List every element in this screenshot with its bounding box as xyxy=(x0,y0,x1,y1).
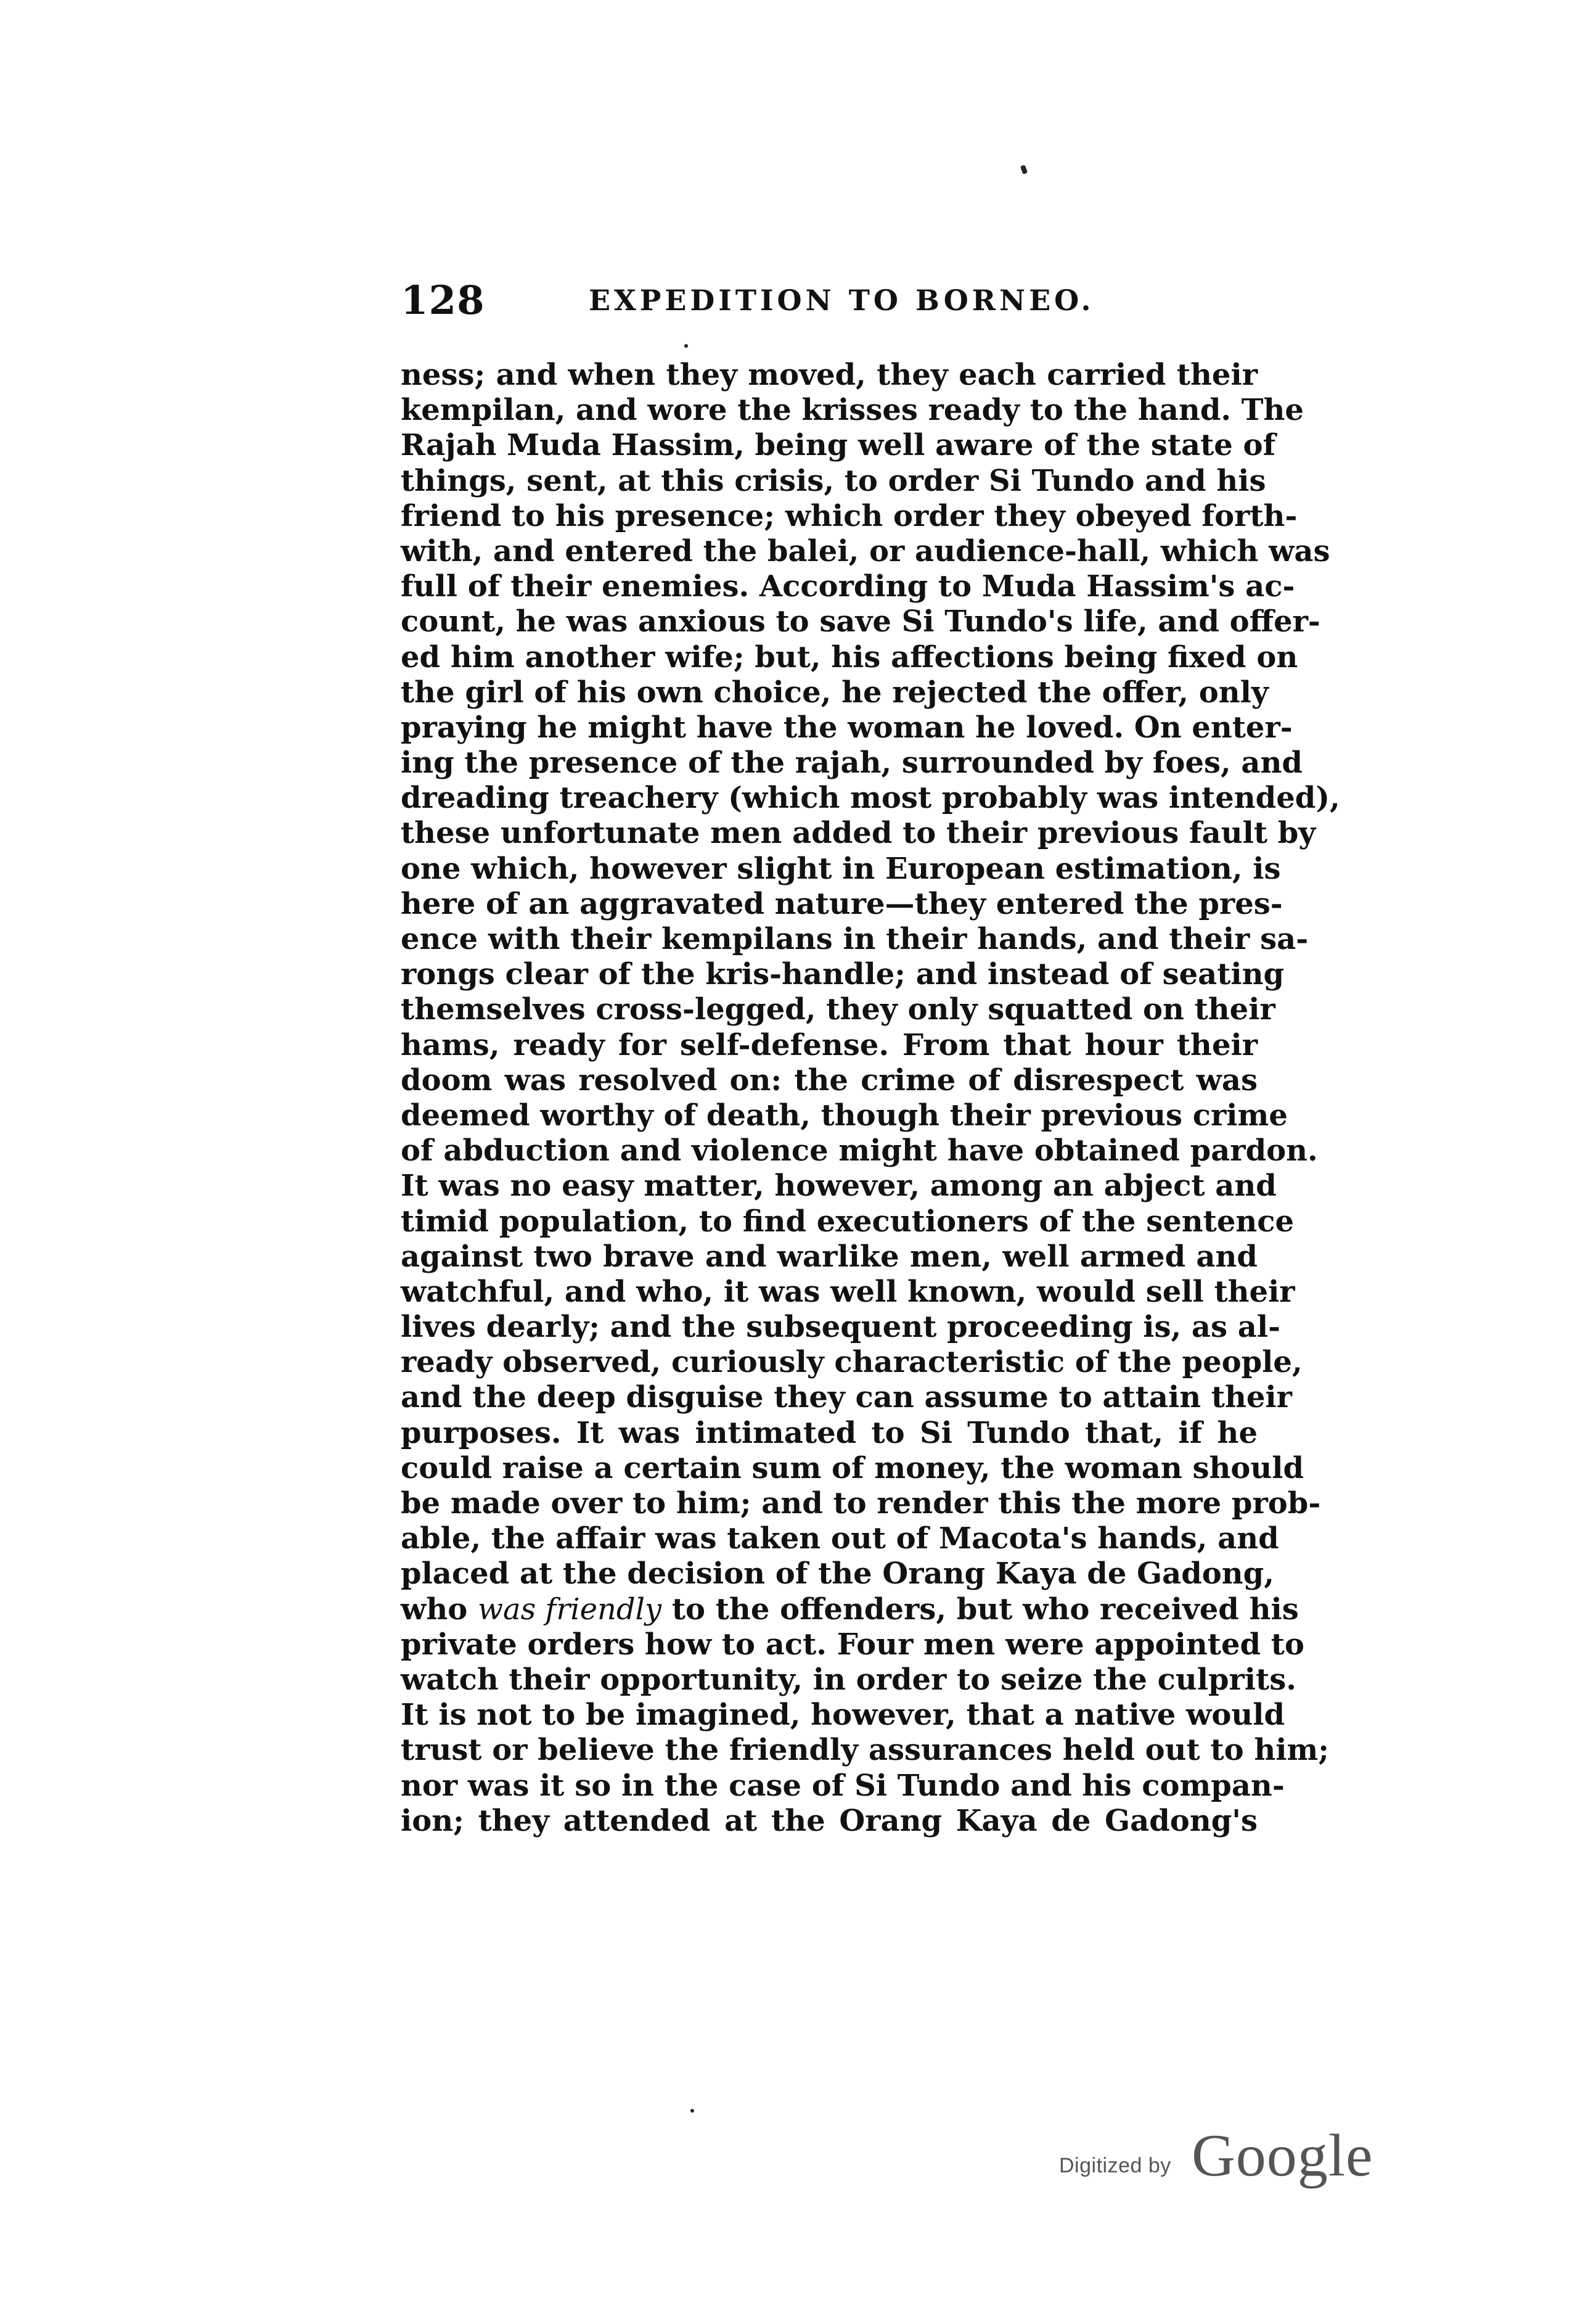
italic-line-prefix: who xyxy=(401,1592,478,1627)
text-line: with, and entered the balei, or audience-hall, which was xyxy=(401,533,1330,569)
text-line: ion; they attended at the Orang Kaya de Gadong's xyxy=(401,1803,1258,1838)
text-line: watchful, and who, it was well known, would sell their xyxy=(401,1274,1295,1309)
text-line: ness; and when they moved, they each carried their xyxy=(401,358,1258,392)
page-number: 128 xyxy=(401,277,485,324)
body-text xyxy=(401,358,1340,1839)
watermark-digitized-by: Digitized by xyxy=(1059,2154,1171,2177)
text-line: could raise a certain sum of money, the woman should xyxy=(401,1450,1304,1485)
ink-dot xyxy=(684,344,688,348)
text-line: purposes. It was intimated to Si Tundo that, if he xyxy=(401,1415,1258,1450)
text-line: praying he might have the woman he loved. On enter- xyxy=(401,710,1293,745)
text-line: ed him another wife; but, his affections being fixed on xyxy=(401,639,1298,675)
ink-dot xyxy=(690,2109,694,2113)
text-line: the girl of his own choice, he rejected the offer, only xyxy=(401,675,1269,710)
text-line: hams, ready for self-defense. From that hour their xyxy=(401,1027,1258,1062)
text-line-with-italic xyxy=(401,1592,1299,1627)
digitized-by-google-watermark xyxy=(1059,2121,1380,2195)
text-line: ready observed, curiously characteristic of the people, xyxy=(401,1345,1303,1380)
text-line: here of an aggravated nature—they entered the pres- xyxy=(401,886,1283,921)
text-line: ence with their kempilans in their hands, and their sa- xyxy=(401,922,1309,956)
text-line: rongs clear of the kris-handle; and instead of seating xyxy=(401,957,1285,992)
text-line: placed at the decision of the Orang Kaya de Gadong, xyxy=(401,1556,1274,1592)
text-line: things, sent, at this crisis, to order Si Tundo and his xyxy=(401,463,1266,498)
text-line: deemed worthy of death, though their previous crime xyxy=(401,1098,1288,1133)
text-line: these unfortunate men added to their previous fault by xyxy=(401,816,1316,851)
text-line: private orders how to act. Four men were appointed to xyxy=(401,1627,1304,1662)
text-line: dreading treachery (which most probably was intended), xyxy=(401,781,1340,816)
text-line: trust or believe the friendly assurances held out to him; xyxy=(401,1733,1329,1768)
text-line: themselves cross-legged, they only squatted on their xyxy=(401,992,1275,1027)
text-line: doom was resolved on: the crime of disrespect was xyxy=(401,1062,1258,1098)
text-line: full of their enemies. According to Muda Hassim's ac- xyxy=(401,569,1295,604)
text-line: nor was it so in the case of Si Tundo and his compan- xyxy=(401,1768,1285,1803)
text-line: one which, however slight in European estimation, is xyxy=(401,851,1281,886)
ink-speck xyxy=(1020,165,1028,175)
text-line: It was no easy matter, however, among an abject and xyxy=(401,1169,1277,1204)
text-line: kempilan, and wore the krisses ready to the hand. The xyxy=(401,393,1304,428)
text-line: and the deep disguise they can assume to attain their xyxy=(401,1380,1292,1415)
text-line: friend to his presence; which order they obeyed forth- xyxy=(401,498,1298,533)
text-line: count, he was anxious to save Si Tundo's life, and offer- xyxy=(401,604,1320,639)
text-line: be made over to him; and to render this the more prob- xyxy=(401,1486,1321,1521)
google-logo: Google xyxy=(1192,2122,1373,2189)
italic-phrase: was friendly xyxy=(477,1592,662,1627)
text-line: able, the affair was taken out of Macota's hands, and xyxy=(401,1521,1279,1556)
text-line: against two brave and warlike men, well armed and xyxy=(401,1239,1258,1274)
text-line: timid population, to find executioners of the sentence xyxy=(401,1204,1295,1239)
text-line: Rajah Muda Hassim, being well aware of the state of xyxy=(401,428,1276,463)
text-line: of abduction and violence might have obtained pardon. xyxy=(401,1133,1318,1169)
text-line: ing the presence of the rajah, surrounded by foes, and xyxy=(401,746,1303,781)
italic-line-rest: to the offenders, but who received his xyxy=(671,1592,1299,1627)
running-head: EXPEDITION TO BORNEO. xyxy=(589,284,1095,317)
text-line: It is not to be imagined, however, that a native would xyxy=(401,1698,1285,1733)
text-line: watch their opportunity, in order to seize the culprits. xyxy=(401,1662,1296,1697)
page-header xyxy=(401,277,1264,327)
text-line: lives dearly; and the subsequent proceeding is, as al- xyxy=(401,1310,1281,1345)
